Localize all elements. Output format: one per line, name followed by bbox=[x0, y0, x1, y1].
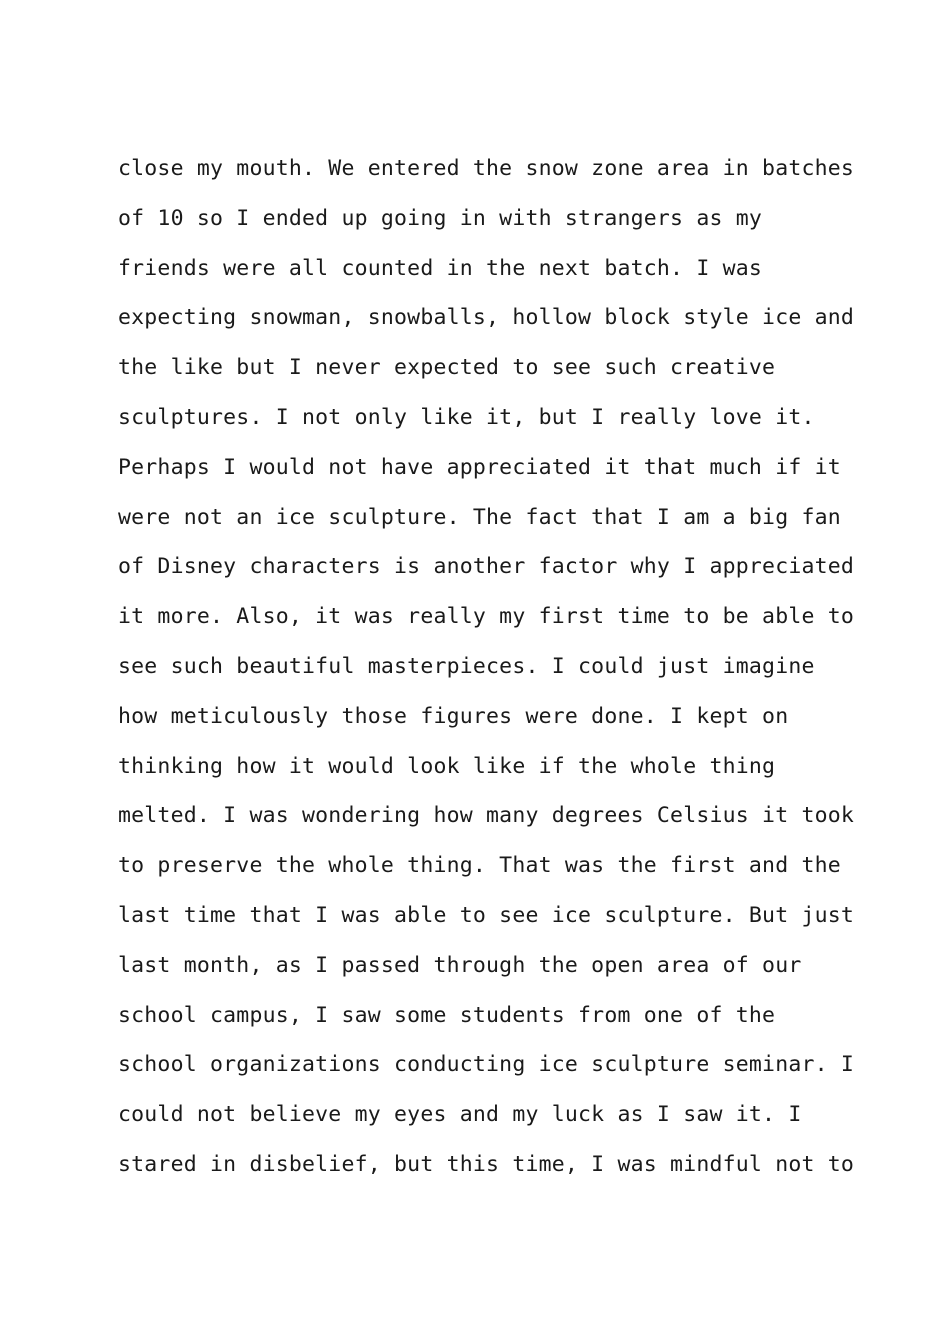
text-line: sculptures. I not only like it, but I really love it. bbox=[118, 404, 815, 430]
text-line: close my mouth. We entered the snow zone area in batches bbox=[118, 156, 855, 181]
text-line: could not believe my eyes and my luck as I saw it. I bbox=[118, 1102, 802, 1128]
text-line: school organizations conducting ice sculpture seminar. I bbox=[118, 1052, 855, 1078]
text-line: last time that I was able to see ice sculpture. But just bbox=[118, 902, 855, 928]
text-line: the like but I never expected to see such creative bbox=[118, 355, 776, 381]
text-line: of Disney characters is another factor why I appreciated bbox=[118, 554, 855, 580]
text-line: expecting snowman, snowballs, hollow block style ice and bbox=[118, 305, 855, 331]
text-line: of 10 so I ended up going in with strangers as my bbox=[118, 205, 763, 231]
body-text bbox=[118, 150, 858, 1196]
text-line: it more. Also, it was really my first time to be able to bbox=[118, 604, 855, 630]
text-line: friends were all counted in the next batch. I was bbox=[118, 255, 763, 281]
text-line: how meticulously those figures were done. I kept on bbox=[118, 703, 789, 729]
text-line: thinking how it would look like if the whole thing bbox=[118, 753, 776, 779]
text-line: Perhaps I would not have appreciated it that much if it bbox=[118, 454, 841, 480]
text-line: school campus, I saw some students from one of the bbox=[118, 1002, 776, 1028]
text-line: were not an ice sculpture. The fact that I am a big fan bbox=[118, 504, 841, 530]
text-line: last month, as I passed through the open area of our bbox=[118, 952, 802, 978]
text-line: melted. I was wondering how many degrees Celsius it took bbox=[118, 803, 855, 829]
text-line: see such beautiful masterpieces. I could just imagine bbox=[118, 653, 815, 679]
text-line: stared in disbelief, but this time, I was mindful not to bbox=[118, 1151, 855, 1177]
text-line: to preserve the whole thing. That was the first and the bbox=[118, 853, 841, 879]
